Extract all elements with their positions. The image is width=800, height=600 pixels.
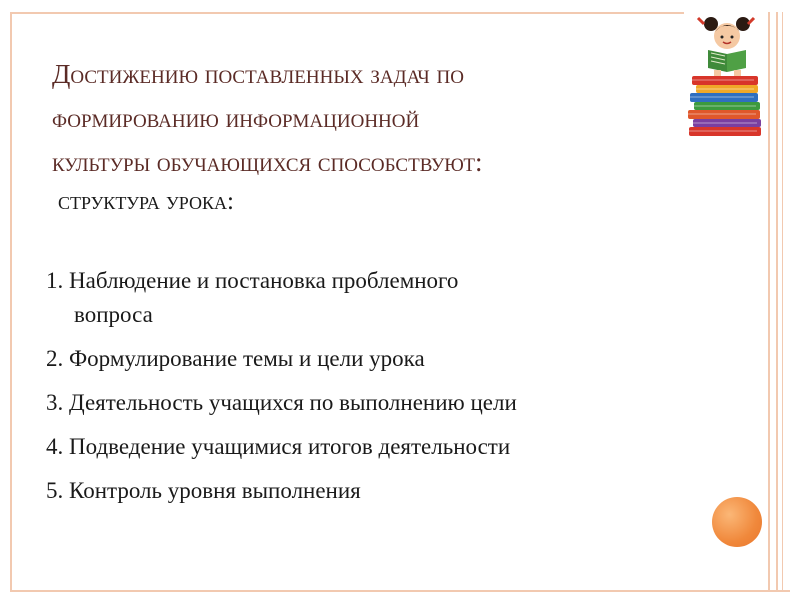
steps-list [46, 264, 726, 518]
girl-reading-on-book-stack-icon [684, 10, 768, 140]
list-item-text: 3. Деятельность учащихся по выполнению цели [46, 390, 517, 415]
frame-right-line-3 [782, 12, 783, 592]
list-item-text: 5. Контроль уровня выполнения [46, 478, 361, 503]
list-item-text: 1. Наблюдение и постановка проблемного [46, 268, 459, 293]
frame-top-line [10, 12, 715, 14]
heading-line: культуры обучающихся способствуют: [52, 147, 483, 177]
frame-left-line [10, 12, 12, 592]
heading-line: формированию информационной [52, 103, 420, 133]
list-item-text: 2. Формулирование темы и цели урока [46, 346, 425, 371]
list-item-continuation: вопроса [74, 302, 153, 327]
list-item [46, 264, 726, 332]
slide-heading [52, 52, 692, 184]
list-item [46, 430, 726, 464]
frame-right-line-1 [768, 12, 770, 592]
list-item [46, 342, 726, 376]
orange-circle-decoration [712, 497, 762, 547]
slide-subheading: структура урока: [58, 188, 234, 215]
heading-line: Достижению поставленных задач по [52, 59, 464, 89]
list-item [46, 386, 726, 420]
frame-bottom-line [10, 590, 790, 592]
list-item-text: 4. Подведение учащимися итогов деятельности [46, 434, 511, 459]
list-item [46, 474, 726, 508]
frame-right-line-2 [776, 12, 778, 592]
